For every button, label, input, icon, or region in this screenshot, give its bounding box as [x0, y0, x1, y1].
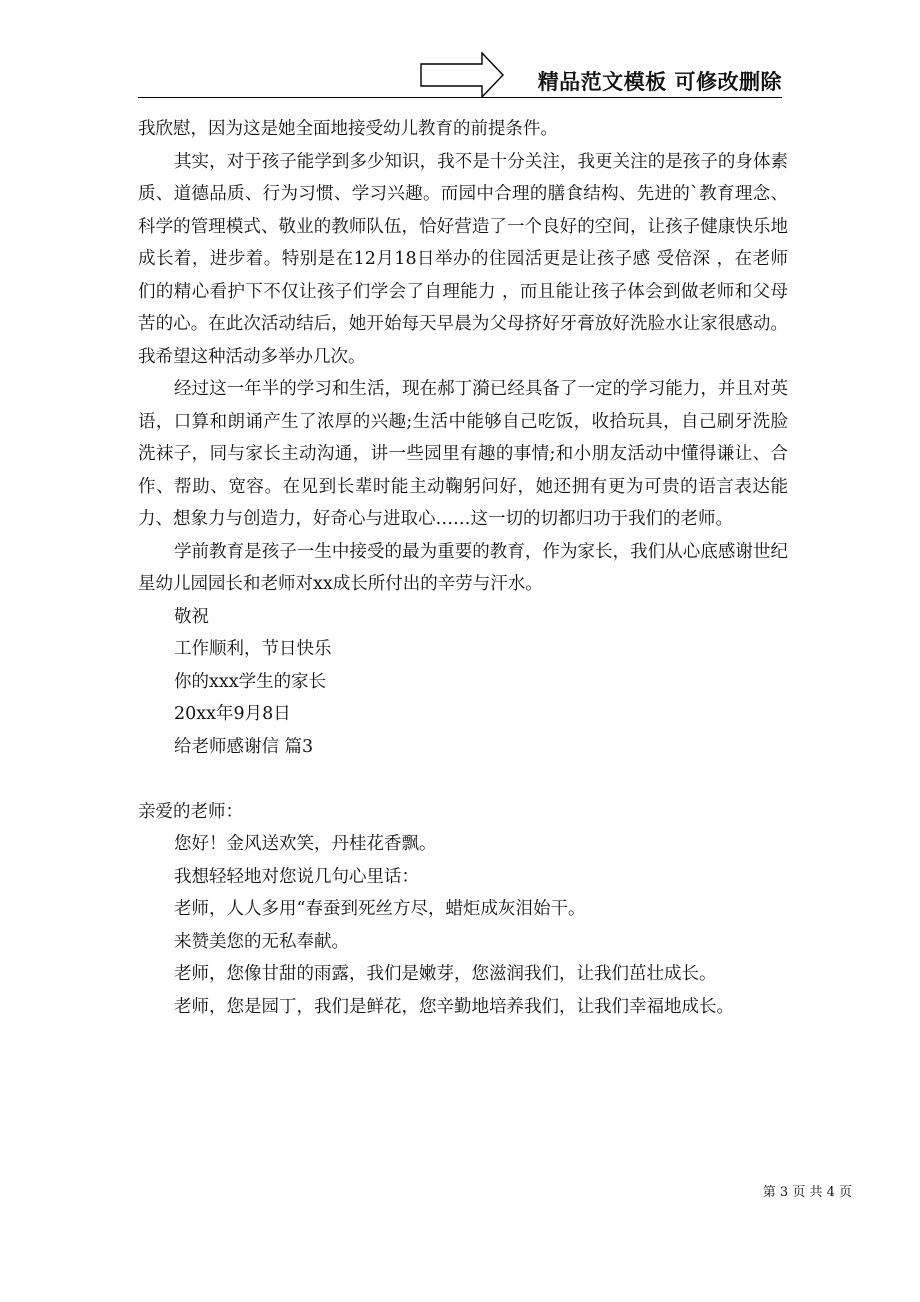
arrow-right-icon — [420, 52, 504, 98]
closing-wish: 工作顺利，节日快乐 — [174, 639, 332, 659]
paragraph-focus: 其实，对于孩子能学到多少知识，我不是十分关注，我更关注的是孩子的身体素质、道德品质、行为习惯、学习兴趣。而园中合理的膳食结构、先进的`教育理念、科学的管理模式、敬业的教师队伍，恰好营造了一个良好的空间，让孩子健康快乐地成长着，进步着。特别是在12月18日举办的住园活更是让孩子感 受倍深 ，在老师们的精心看护下不仅让孩子们学会了自理能力 ，而且能让孩子体会到做老师和父母苦的心。在此次活动结后，她开始每天早晨为父母挤好牙膏放好洗脸水让家很感动。我希望这种活动多举办几次。 — [138, 151, 788, 367]
paragraph-continued: 我欣慰，因为这是她全面地接受幼儿教育的前提条件。 — [138, 119, 558, 139]
signature: 你的xxx学生的家长 — [174, 671, 327, 692]
letter-line: 老师，您像甘甜的雨露，我们是嫩芽，您滋润我们，让我们茁壮成长。 — [174, 964, 717, 984]
letter-line: 您好！金风送欢笑，丹桂花香飘。 — [174, 834, 437, 854]
paragraph-thanks: 学前教育是孩子一生中接受的最为重要的教育，作为家长，我们从心底感谢世纪星幼儿园园长和老师对xx成长所付出的辛劳与汗水。 — [138, 541, 788, 594]
greeting: 亲爱的老师： — [138, 801, 243, 822]
header-title: 精品范文模板 可修改删除 — [537, 70, 782, 94]
letter-date: 20xx年9月8日 — [174, 704, 291, 724]
letter-line: 老师，您是园丁，我们是鲜花，您辛勤地培养我们，让我们幸福地成长。 — [174, 996, 734, 1017]
header-rule — [138, 97, 782, 98]
section-heading: 给老师感谢信 篇3 — [174, 736, 314, 757]
paragraph-progress: 经过这一年半的学习和生活，现在郝丁漪已经具备了一定的学习能力，并且对英语，口算和朗诵产生了浓厚的兴趣;生活中能够自己吃饭，收拾玩具，自己刷牙洗脸洗袜子，同与家长主动沟通，讲一些园里有趣的事情;和小朋友活动中懂得谦让、合作、帮助、宽容。在见到长辈时能主动鞠躬问好，她还拥有更为可贵的语言表达能力、想象力与创造力，好奇心与进取心……这一切的切都归功于我们的老师。 — [138, 379, 788, 529]
page-number: 第 3 页 共 4 页 — [762, 1185, 852, 1200]
document-body — [138, 113, 788, 1023]
page-header — [138, 52, 782, 98]
blank-line — [138, 763, 788, 796]
letter-line: 来赞美您的无私奉献。 — [174, 931, 349, 952]
letter-line: 我想轻轻地对您说几句心里话： — [174, 866, 419, 887]
letter-line: 老师，人人多用“春蚕到死丝方尽，蜡炬成灰泪始干。 — [174, 899, 586, 919]
closing-salutation: 敬祝 — [174, 606, 209, 627]
